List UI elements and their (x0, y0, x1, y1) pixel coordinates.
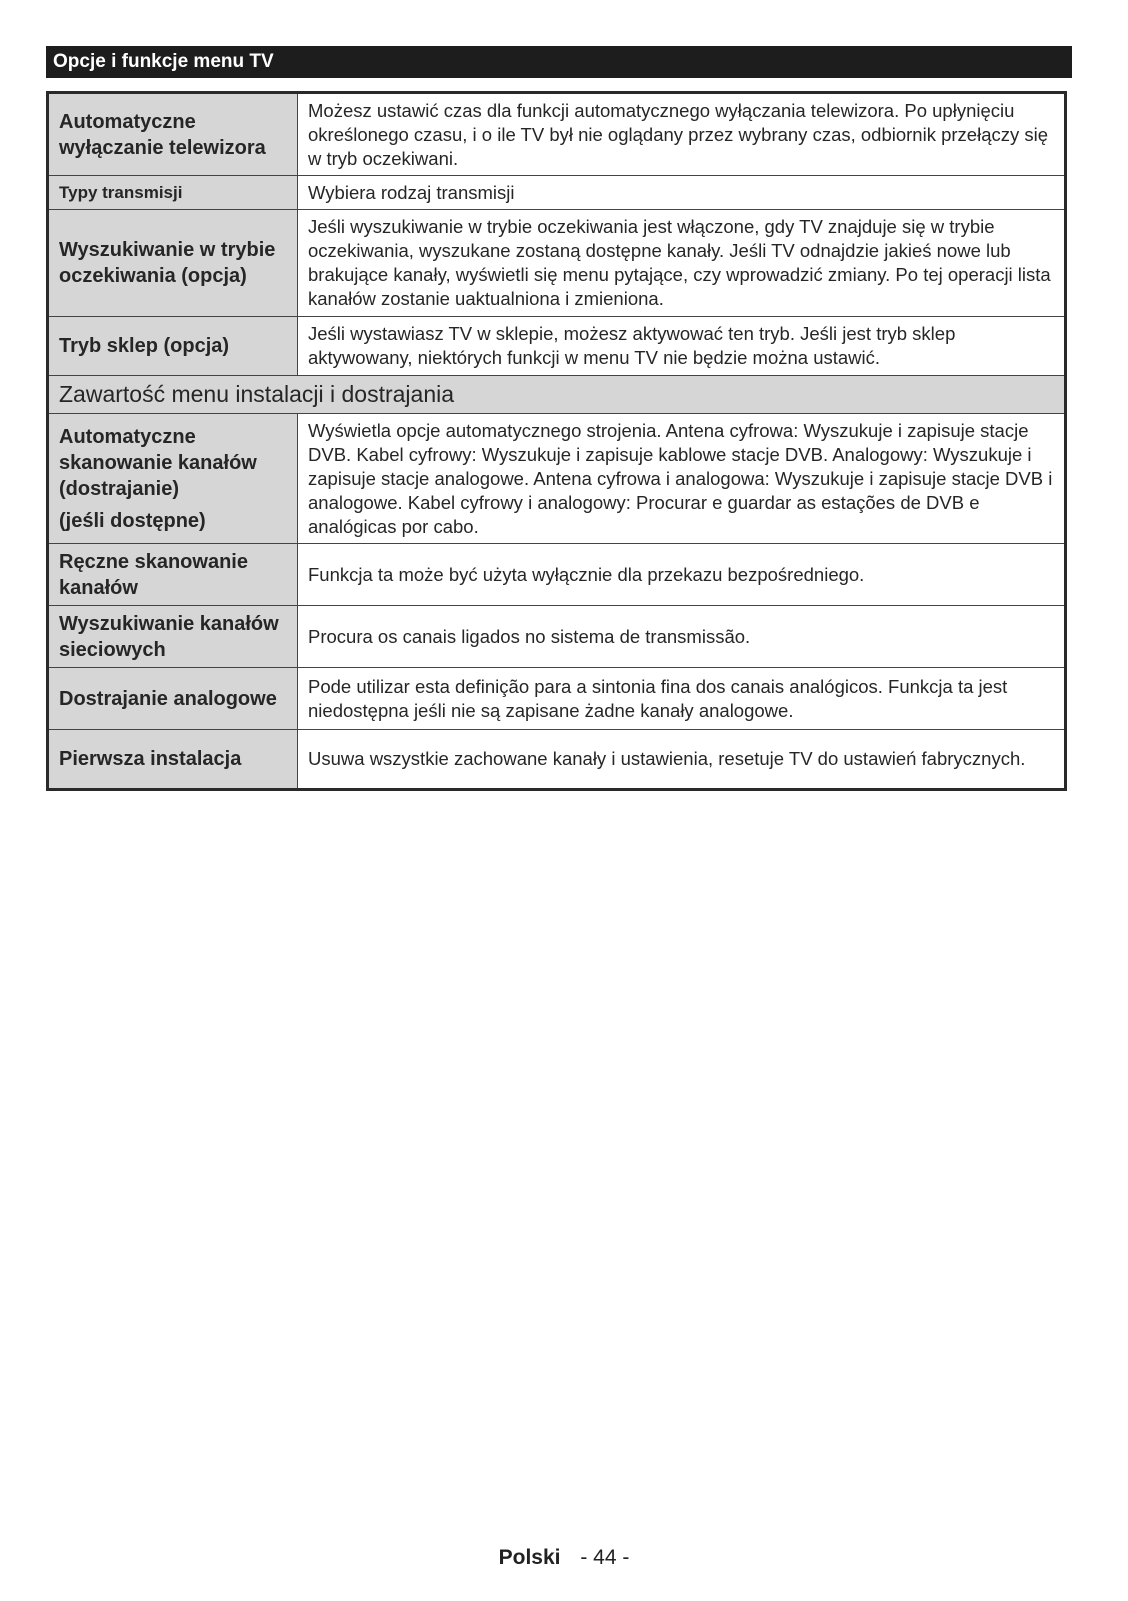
option-label: Wyszukiwanie kanałów sieciowych (48, 606, 298, 668)
table-row (48, 668, 1066, 730)
table-row (48, 210, 1066, 317)
option-description: Usuwa wszystkie zachowane kanały i ustawienia, resetuje TV do ustawień fabrycznych. (298, 730, 1066, 790)
table-row (48, 317, 1066, 376)
table-row (48, 606, 1066, 668)
table-row (48, 730, 1066, 790)
option-label: Automatyczne skanowanie kanałów (dostrajanie) (59, 425, 257, 500)
footer-language: Polski (498, 1546, 561, 1569)
section-title-bar (46, 46, 1072, 78)
option-label: Tryb sklep (opcja) (48, 317, 298, 376)
option-description: Pode utilizar esta definição para a sintonia fina dos canais analógicos. Funkcja ta jest niedostępna jeśli nie są zapisane żadne kanały analogowe. (298, 668, 1066, 730)
table-row (48, 176, 1066, 210)
option-label: Automatyczne wyłączanie telewizora (48, 93, 298, 176)
option-label: Pierwsza instalacja (48, 730, 298, 790)
option-label-cell (48, 414, 298, 544)
option-description: Wyświetla opcje automatycznego strojenia. Antena cyfrowa: Wyszukuje i zapisuje stacje DVB. Kabel cyfrowy: Wyszukuje i zapisuje kablowe stacje DVB. Analogowy: Wyszukuje i zapisuje stacje analogowe. Antena cyfrowa i analogowa: Wyszukuje i zapisuje stacje DVB i analogowe. Kabel cyfrowy i analogowy: Procurar e guardar as estações de DVB e analógicas por cabo. (298, 414, 1066, 544)
option-description: Funkcja ta może być użyta wyłącznie dla przekazu bezpośredniego. (298, 544, 1066, 606)
table-row (48, 414, 1066, 544)
option-description: Procura os canais ligados no sistema de transmissão. (298, 606, 1066, 668)
menu-options-table (46, 91, 1067, 791)
page-number: - 44 - (580, 1546, 630, 1569)
option-description: Jeśli wyszukiwanie w trybie oczekiwania jest włączone, gdy TV znajduje się w trybie oczekiwania, wyszukane zostaną dostępne kanały. Jeśli TV odnajdzie jakieś nowe lub brakujące kanały, wyświetli się menu pytające, czy wprowadzić zmiany. Po tej operacji lista kanałów zostanie uaktualniona i zmieniona. (298, 210, 1066, 317)
section-title: Opcje i funkcje menu TV (53, 51, 274, 72)
option-label: Dostrajanie analogowe (48, 668, 298, 730)
option-label: Ręczne skanowanie kanałów (48, 544, 298, 606)
option-description: Wybiera rodzaj transmisji (298, 176, 1066, 210)
option-description: Możesz ustawić czas dla funkcji automatycznego wyłączania telewizora. Po upłynięciu określonego czasu, i o ile TV był nie oglądany przez wybrany czas, odbiornik przełączy się w tryb oczekiwani. (298, 93, 1066, 176)
option-label: Typy transmisji (48, 176, 298, 210)
option-label-note: (jeśli dostępne) (59, 509, 206, 532)
table-row (48, 93, 1066, 176)
option-label: Wyszukiwanie w trybie oczekiwania (opcja) (48, 210, 298, 317)
option-description: Jeśli wystawiasz TV w sklepie, możesz aktywować ten tryb. Jeśli jest tryb sklep aktywowany, niektórych funkcji w menu TV nie będzie można ustawić. (298, 317, 1066, 376)
table-row (48, 544, 1066, 606)
section-heading-row (48, 376, 1066, 414)
section-heading: Zawartość menu instalacji i dostrajania (48, 376, 1066, 414)
page-footer (0, 1546, 1128, 1570)
